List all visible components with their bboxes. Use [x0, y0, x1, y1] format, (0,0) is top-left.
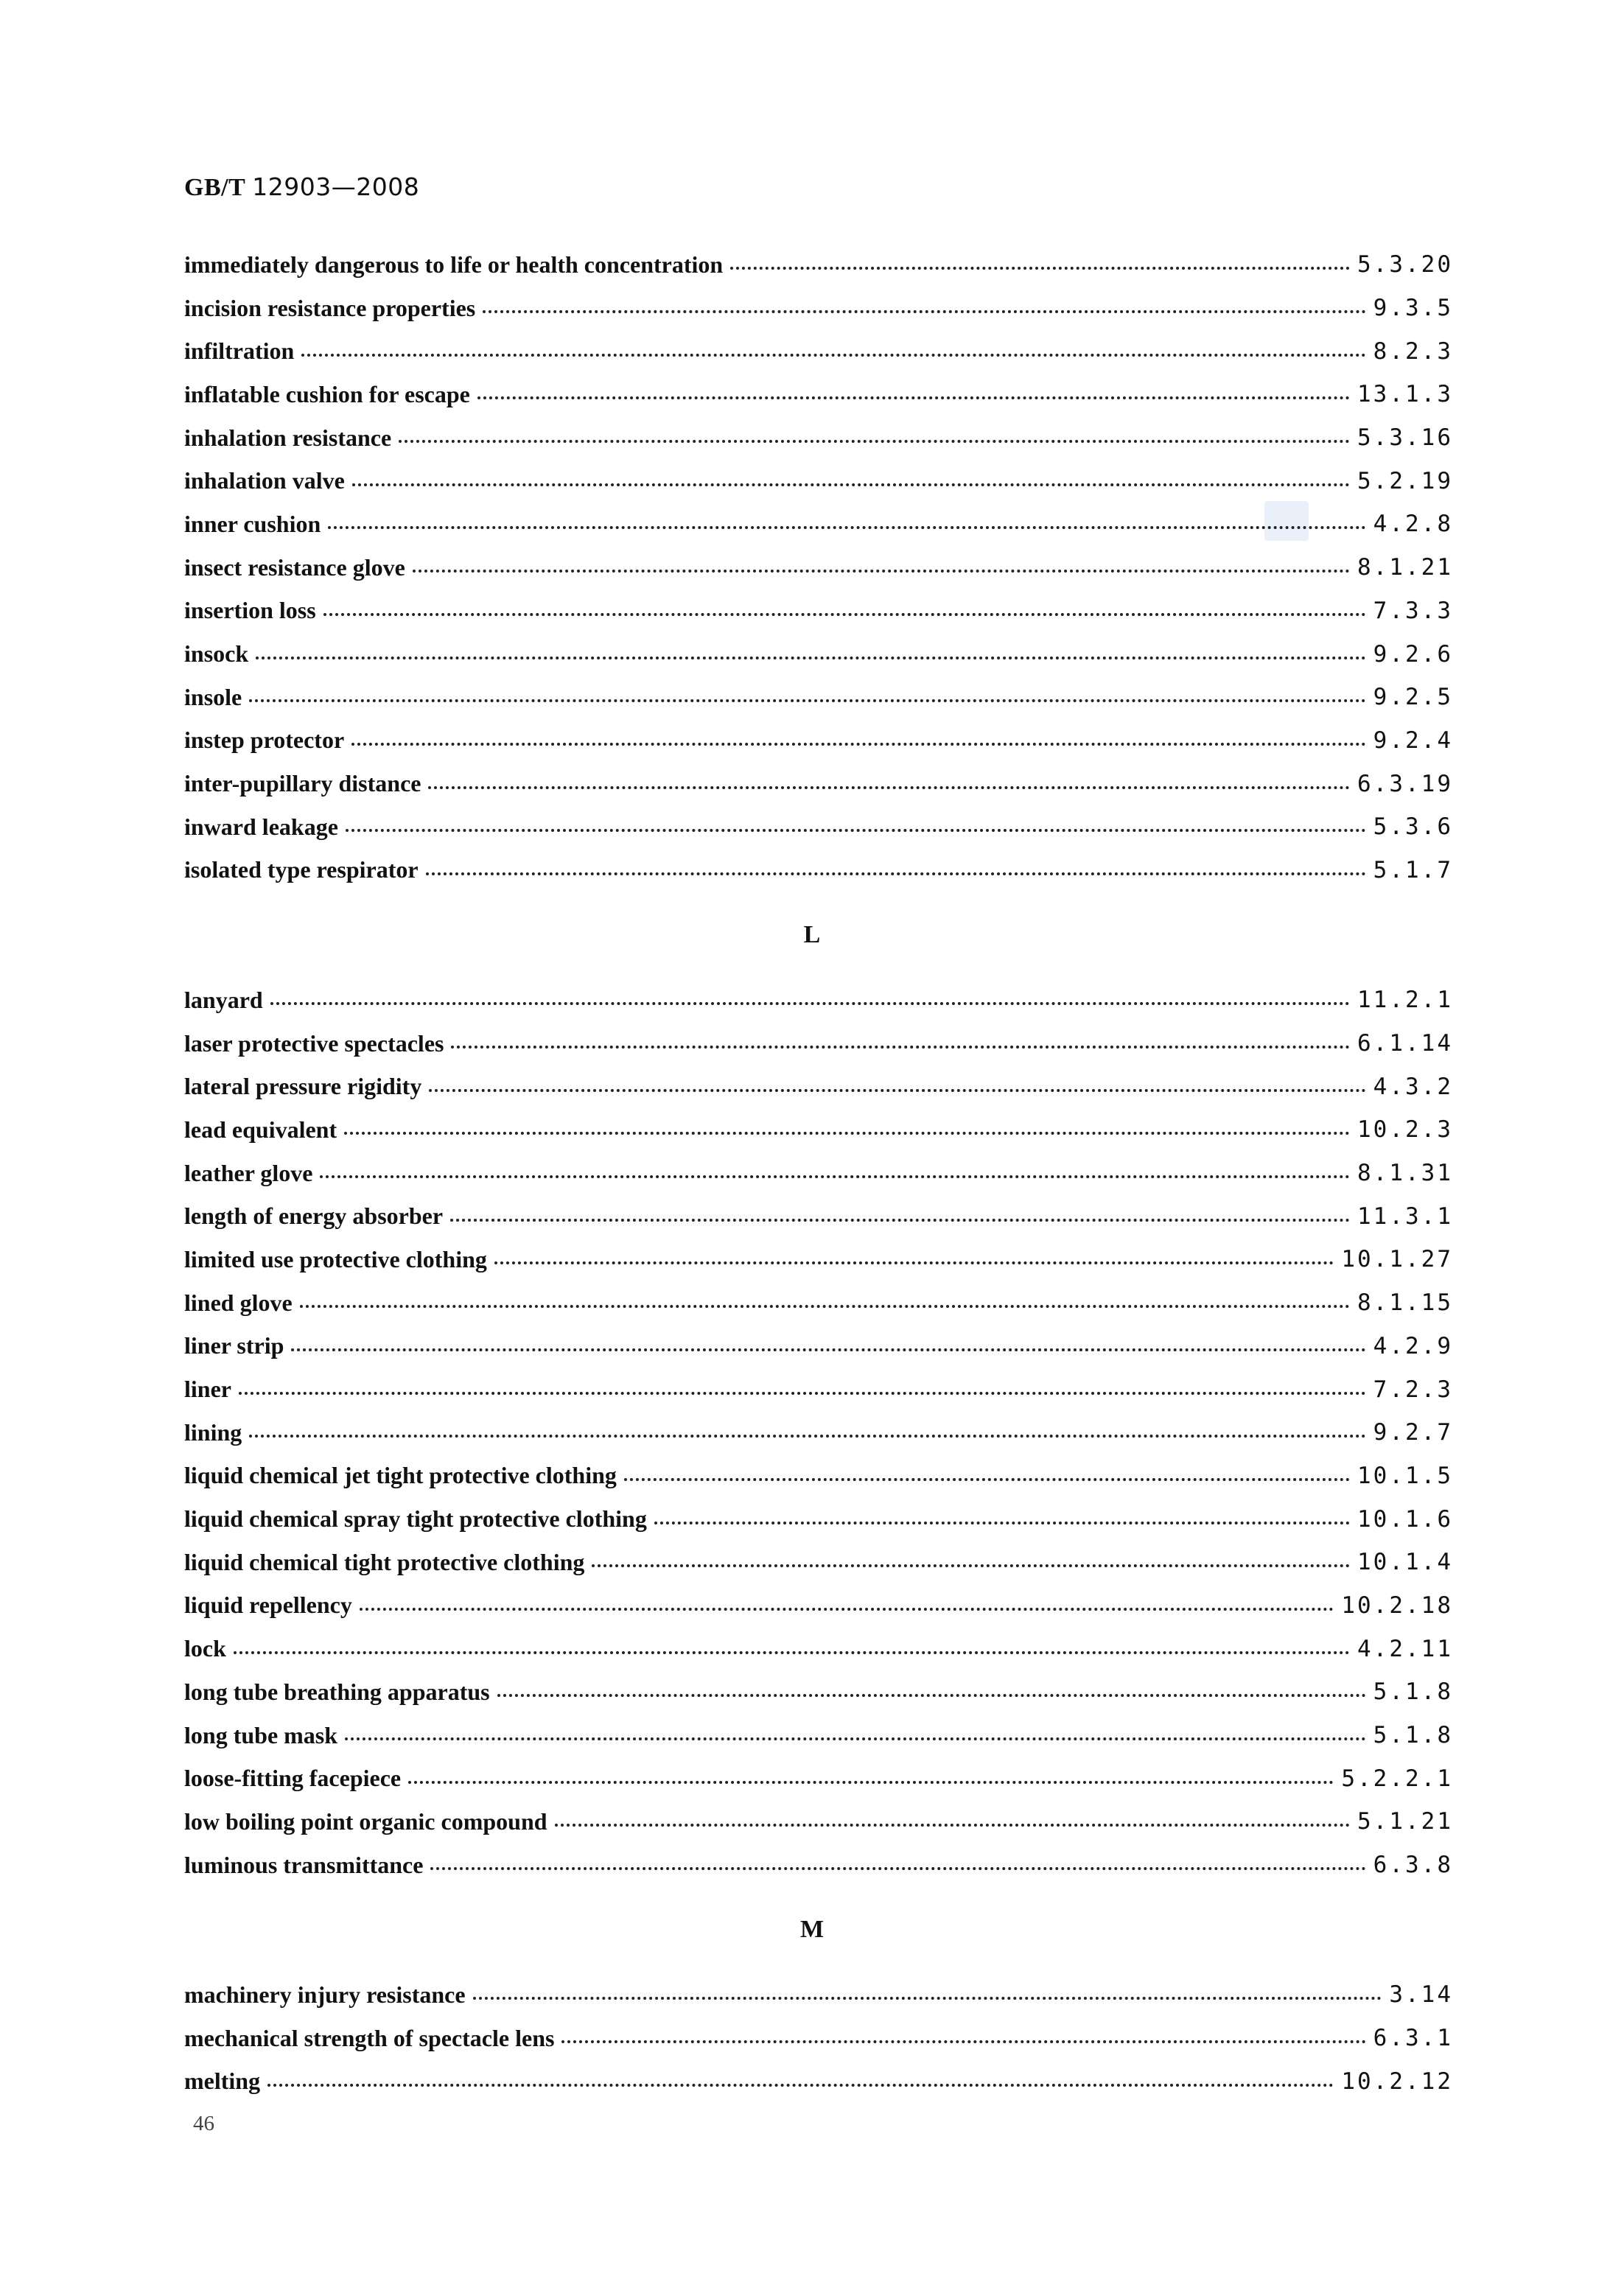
index-reference: 6.1.14: [1357, 1030, 1453, 1057]
index-reference: 6.3.1: [1373, 2025, 1453, 2052]
index-reference: 9.3.5: [1373, 295, 1453, 322]
index-term: liquid chemical jet tight protective clothing: [184, 1462, 617, 1489]
index-term: inhalation valve: [184, 467, 345, 494]
index-entry: [184, 1627, 1453, 1670]
index-term: lanyard: [184, 986, 263, 1013]
index-entry: [184, 1454, 1453, 1498]
index-entry: [184, 1800, 1453, 1844]
index-reference: 7.2.3: [1373, 1376, 1453, 1403]
dot-leader: [624, 1478, 1350, 1481]
dot-leader: [497, 1694, 1366, 1697]
dot-leader: [473, 1997, 1382, 2000]
index-entry: [184, 243, 1453, 287]
index-reference: 6.3.19: [1357, 770, 1453, 797]
dot-leader: [256, 657, 1366, 659]
index-entry: [184, 762, 1453, 805]
index-term: inner cushion: [184, 510, 321, 537]
index-term: low boiling point organic compound: [184, 1807, 547, 1835]
dot-leader: [351, 743, 1366, 746]
index-reference: 4.3.2: [1373, 1073, 1453, 1100]
index-entry: [184, 2017, 1453, 2060]
index-reference: 10.2.12: [1341, 2068, 1453, 2095]
index-entry: [184, 1238, 1453, 1281]
dot-leader: [352, 483, 1350, 486]
dot-leader: [430, 1867, 1365, 1870]
index-term: lock: [184, 1635, 226, 1662]
index-reference: 5.1.8: [1373, 1678, 1453, 1706]
index-entry: [184, 1497, 1453, 1541]
document-header: [184, 172, 419, 202]
index-entry: [184, 1108, 1453, 1152]
dot-leader: [429, 1089, 1365, 1092]
dot-leader: [346, 829, 1366, 832]
index-reference: 5.3.16: [1357, 424, 1453, 452]
index-section-i: [184, 243, 1453, 892]
index-term: laser protective spectacles: [184, 1029, 444, 1057]
index-entry: [184, 1541, 1453, 1584]
index-term: long tube mask: [184, 1721, 338, 1748]
index-term: incision resistance properties: [184, 294, 476, 321]
dot-leader: [323, 613, 1366, 616]
index-term: loose-fitting facepiece: [184, 1765, 402, 1792]
dot-leader: [428, 786, 1350, 789]
dot-leader: [561, 2040, 1365, 2043]
dot-leader: [239, 1392, 1366, 1395]
standard-code: GB/T: [184, 174, 246, 201]
dot-leader: [483, 310, 1365, 313]
index-reference: 9.2.7: [1373, 1419, 1453, 1446]
index-entry: [184, 373, 1453, 416]
index-term: lining: [184, 1418, 242, 1446]
index-term: insertion loss: [184, 597, 316, 624]
index-term: lead equivalent: [184, 1116, 337, 1143]
page-number: 46: [193, 2112, 214, 2135]
dot-leader: [344, 1132, 1350, 1135]
index-term: limited use protective clothing: [184, 1245, 487, 1272]
index-term: immediately dangerous to life or health concentration: [184, 251, 724, 278]
index-entry: [184, 416, 1453, 460]
index-reference: 5.2.19: [1357, 467, 1453, 494]
dot-leader: [249, 699, 1365, 702]
index-reference: 8.2.3: [1373, 337, 1453, 365]
index-term: melting: [184, 2068, 261, 2095]
index-reference: 9.2.6: [1373, 640, 1453, 668]
dot-leader: [291, 1348, 1365, 1351]
index-entry: [184, 287, 1453, 330]
index-reference: 11.2.1: [1357, 987, 1453, 1014]
dot-leader: [730, 267, 1350, 270]
index-entry: [184, 1757, 1453, 1800]
index-term: lateral pressure rigidity: [184, 1073, 422, 1100]
index-entry: [184, 805, 1453, 849]
dot-leader: [270, 1002, 1350, 1005]
index-entry: [184, 632, 1453, 676]
dot-leader: [301, 354, 1365, 357]
index-entry: [184, 1065, 1453, 1108]
index-term: leather glove: [184, 1159, 313, 1186]
index-reference: 7.3.3: [1373, 597, 1453, 624]
index-section-m: [184, 1973, 1453, 2103]
index-term: liquid repellency: [184, 1592, 352, 1619]
index-entry: [184, 719, 1453, 763]
dot-leader: [300, 1305, 1350, 1308]
index-reference: 8.1.21: [1357, 554, 1453, 581]
dot-leader: [654, 1522, 1350, 1524]
dot-leader: [426, 872, 1366, 875]
index-entry: [184, 1022, 1453, 1065]
index-entry: [184, 2059, 1453, 2103]
index-term: liquid chemical spray tight protective clothing: [184, 1505, 647, 1533]
index-reference: 10.2.3: [1357, 1116, 1453, 1144]
index-entry: [184, 329, 1453, 373]
index-reference: 4.2.9: [1373, 1332, 1453, 1359]
index-entry: [184, 546, 1453, 589]
index-term: length of energy absorber: [184, 1202, 444, 1230]
index-entry: [184, 979, 1453, 1022]
dot-leader: [451, 1046, 1350, 1049]
index-reference: 11.3.1: [1357, 1202, 1453, 1230]
dot-leader: [345, 1737, 1366, 1740]
index-reference: 10.1.6: [1357, 1505, 1453, 1533]
index-reference: 9.2.5: [1373, 684, 1453, 711]
section-letter-l: L: [803, 921, 821, 948]
index-reference: 8.1.15: [1357, 1289, 1453, 1317]
index-term: mechanical strength of spectacle lens: [184, 2024, 555, 2051]
index-entry: [184, 589, 1453, 633]
index-term: inhalation resistance: [184, 424, 392, 451]
dot-leader: [328, 526, 1365, 529]
index-entry: [184, 1368, 1453, 1411]
index-reference: 5.3.20: [1357, 251, 1453, 279]
standard-number: 12903—2008: [252, 172, 420, 201]
index-entry: [184, 676, 1453, 719]
index-entry: [184, 849, 1453, 892]
index-reference: 5.1.7: [1373, 856, 1453, 883]
index-term: liner: [184, 1376, 231, 1403]
index-term: insect resistance glove: [184, 553, 405, 581]
dot-leader: [477, 396, 1350, 399]
dot-leader: [399, 440, 1350, 443]
dot-leader: [234, 1651, 1350, 1654]
index-entry: [184, 503, 1453, 546]
index-reference: 10.1.5: [1357, 1462, 1453, 1489]
index-entry: [184, 459, 1453, 503]
index-term: liner strip: [184, 1332, 284, 1359]
index-entry: [184, 1973, 1453, 2017]
index-entry: [184, 1584, 1453, 1628]
index-reference: 4.2.8: [1373, 511, 1453, 538]
index-term: luminous transmittance: [184, 1851, 424, 1878]
index-term: inflatable cushion for escape: [184, 380, 470, 407]
index-entry: [184, 1714, 1453, 1757]
index-section-l: [184, 979, 1453, 1886]
index-reference: 4.2.11: [1357, 1635, 1453, 1662]
index-reference: 6.3.8: [1373, 1852, 1453, 1879]
dot-leader: [413, 570, 1350, 573]
index-reference: 3.14: [1389, 1981, 1453, 2009]
index-term: machinery injury resistance: [184, 1981, 466, 2008]
dot-leader: [555, 1824, 1350, 1827]
index-entry: [184, 1152, 1453, 1195]
index-entry: [184, 1281, 1453, 1325]
index-reference: 5.1.21: [1357, 1808, 1453, 1835]
index-term: instep protector: [184, 727, 345, 754]
index-reference: 9.2.4: [1373, 727, 1453, 754]
dot-leader: [320, 1175, 1350, 1178]
index-entry: [184, 1194, 1453, 1238]
section-letter-m: M: [799, 1916, 825, 1943]
index-term: liquid chemical tight protective clothing: [184, 1548, 585, 1575]
index-entry: [184, 1670, 1453, 1714]
index-term: insole: [184, 683, 242, 710]
index-term: long tube breathing apparatus: [184, 1678, 490, 1705]
dot-leader: [249, 1435, 1365, 1438]
index-reference: 8.1.31: [1357, 1160, 1453, 1187]
index-entry: [184, 1411, 1453, 1454]
dot-leader: [360, 1608, 1334, 1611]
index-term: inward leakage: [184, 813, 338, 840]
index-term: lined glove: [184, 1289, 293, 1316]
index-reference: 5.1.8: [1373, 1722, 1453, 1749]
index-reference: 5.2.2.1: [1341, 1765, 1453, 1792]
index-reference: 10.1.27: [1341, 1246, 1453, 1273]
index-reference: 10.2.18: [1341, 1592, 1453, 1619]
index-reference: 5.3.6: [1373, 813, 1453, 841]
index-reference: 13.1.3: [1357, 381, 1453, 408]
index-entry: [184, 1844, 1453, 1887]
index-reference: 10.1.4: [1357, 1549, 1453, 1576]
dot-leader: [450, 1219, 1350, 1222]
index-entry: [184, 1325, 1453, 1368]
index-term: insock: [184, 640, 249, 668]
dot-leader: [408, 1781, 1334, 1784]
index-term: isolated type respirator: [184, 856, 419, 883]
index-term: infiltration: [184, 337, 295, 365]
index-term: inter-pupillary distance: [184, 770, 421, 797]
dot-leader: [267, 2084, 1334, 2087]
dot-leader: [592, 1564, 1350, 1567]
dot-leader: [494, 1261, 1334, 1264]
